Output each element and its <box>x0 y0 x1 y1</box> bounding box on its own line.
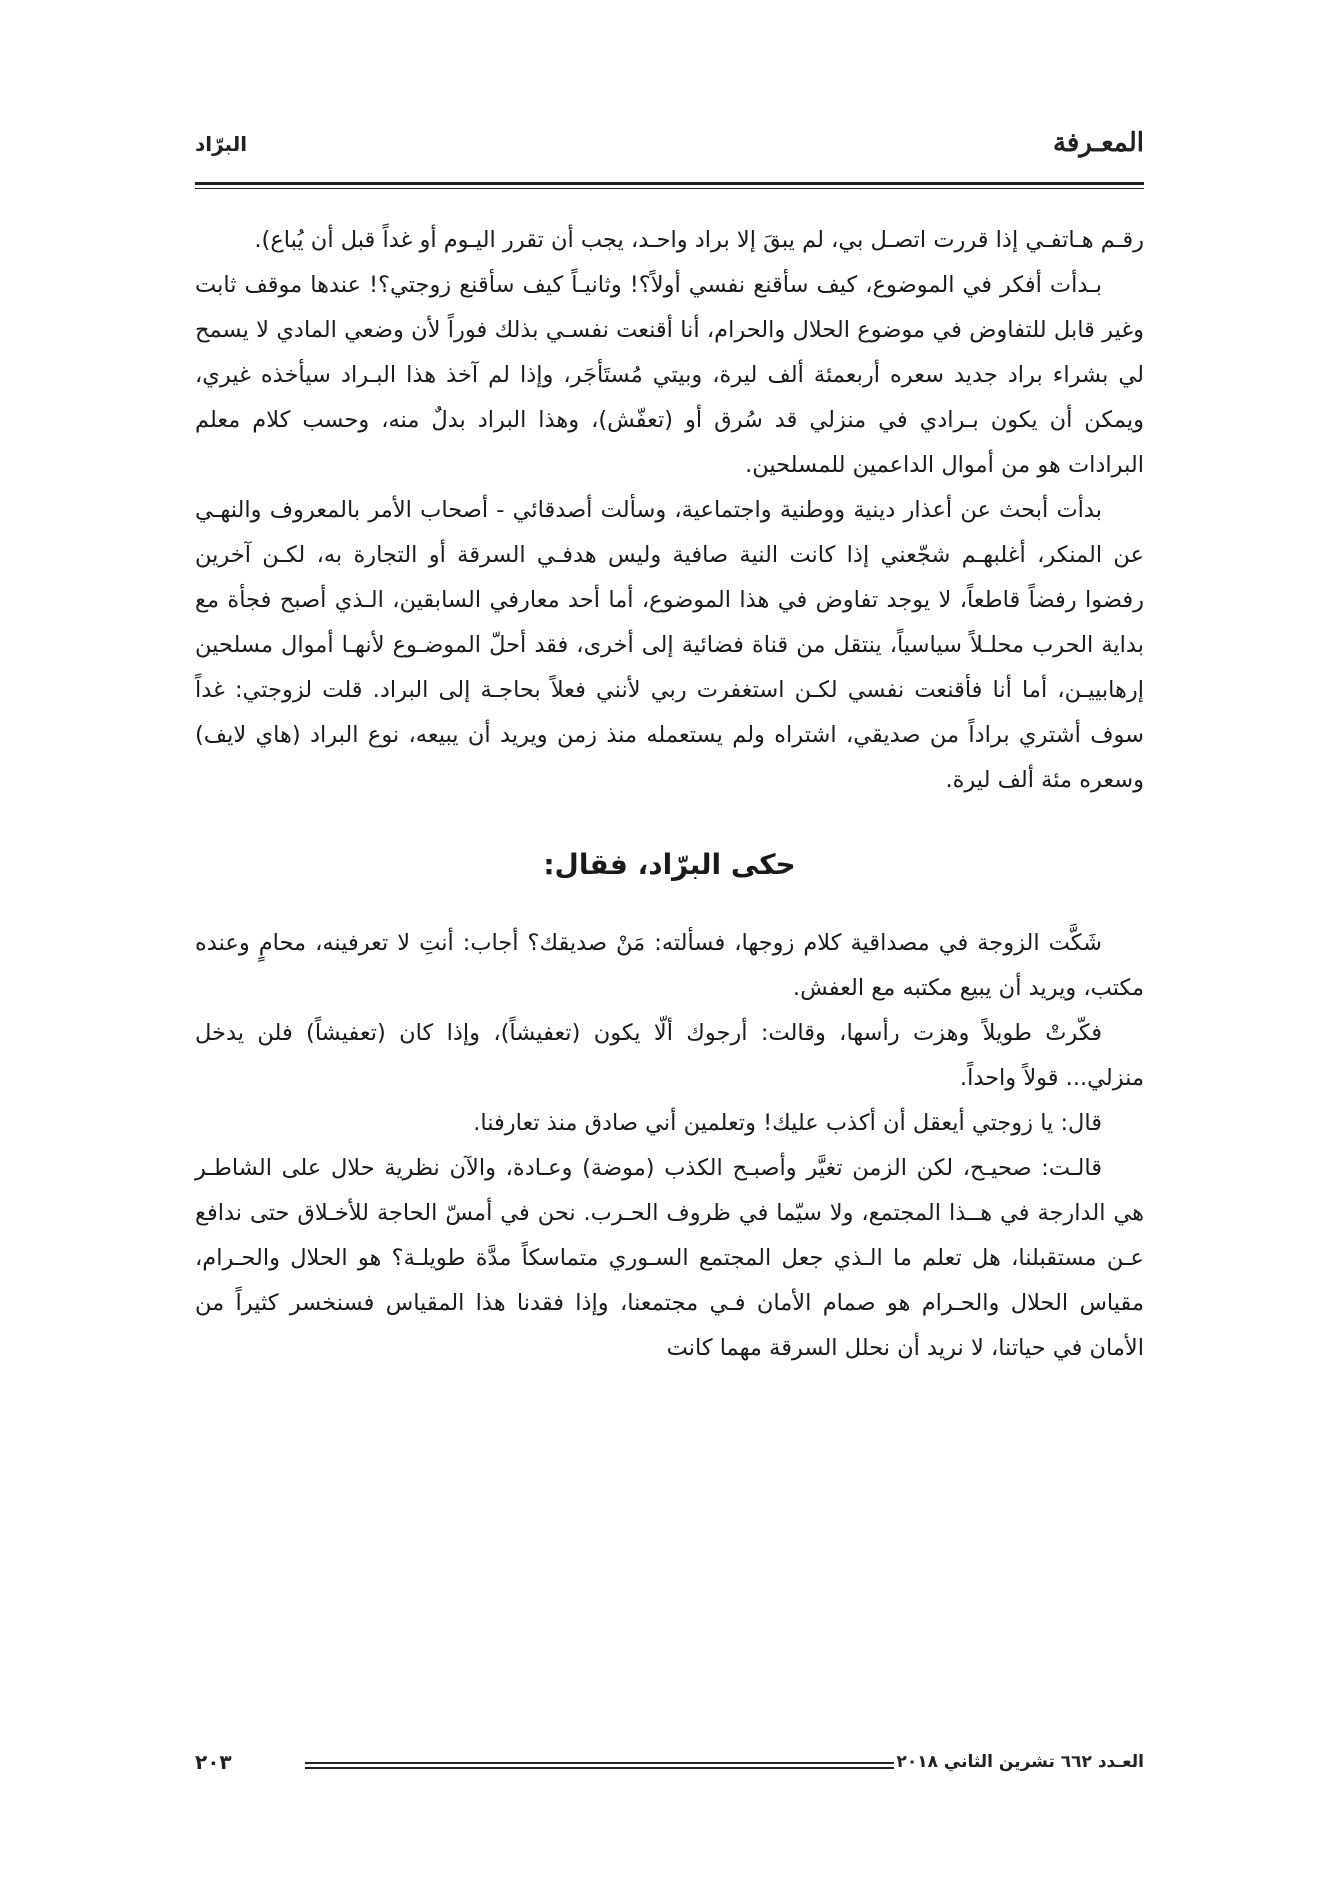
footer-divider <box>305 1762 894 1769</box>
article-body <box>195 218 1144 1371</box>
section-heading: حكى البرّاد، فقال: <box>543 848 796 881</box>
paragraph: فكّرتْ طويلاً وهزت رأسها، وقالت: أرجوك ألّا يكون (تعفيشاً)، وإذا كان (تعفيشاً) فلن يدخل منزلي... قولاً واحداً. <box>195 1020 1144 1091</box>
page-number: ٢٠٣ <box>195 1750 232 1774</box>
issue-info: العـدد ٦٦٢ تشرين الثاني ٢٠١٨ <box>896 1752 1144 1772</box>
paragraph: شَكَّت الزوجة في مصداقية كلام زوجها، فسألته: مَنْ صديقك؟ أجاب: أنتِ لا تعرفينه، محامٍ وعنده مكتب، ويريد أن يبيع مكتبه مع العفش. <box>195 930 1144 1001</box>
paragraph: رقـم هـاتفـي إذا قررت اتصـل بي، لم يبقَ إلا براد واحـد، يجب أن تقرر اليـوم أو غداً قبل أن يُباع). <box>254 227 1144 253</box>
journal-logo: المعـرفة <box>1052 128 1144 158</box>
header-divider <box>195 182 1144 189</box>
running-title: البرّاد <box>195 132 248 156</box>
page-footer <box>195 1752 1144 1782</box>
page-header <box>195 128 1144 168</box>
paragraph: بـدأت أفكر في الموضوع، كيف سأقنع نفسي أولاً؟! وثانيـاً كيف سأقنع زوجتي؟! عندها موقف ثابت وغير قابل للتفاوض في موضوع الحلال والحرام، أنا أقنعت نفسـي بذلك فوراً لأن وضعي المادي لا يسمح لي بشراء براد جديد سعره أربعمئة ألف ليرة، وبيتي مُستَأجَر، وإذا لم آخذ هذا البـراد سيأخذه غيري، ويمكن أن يكون بـرادي في منزلي قد سُرق أو (تعفّش)، وهذا البراد بدلٌ منه، وحسب كلام معلم البرادات هو من أموال الداعمين للمسلحين. <box>195 272 1144 478</box>
paragraph: قال: يا زوجتي أيعقل أن أكذب عليك! وتعلمين أني صادق منذ تعارفنا. <box>473 1110 1102 1136</box>
paragraph: بدأت أبحث عن أعذار دينية ووطنية واجتماعية، وسألت أصدقائي - أصحاب الأمر بالمعروف والنهـي عن المنكر، أغلبهـم شجّعني إذا كانت النية صافية وليس هدفـي السرقة أو التجارة به، لكـن آخرين رفضوا رفضاً قاطعاً، لا يوجد تفاوض في هذا الموضوع، أما أحد معارفي السابقين، الـذي أصبح فجأة مع بداية الحرب محلـلاً سياسياً، ينتقل من قناة فضائية إلى أخرى، فقد أحلّ الموضـوع لأنهـا أموال مسلحين إرهابييـن، أما أنا فأقنعت نفسي لكـن استغفرت ربي لأنني فعلاً بحاجـة إلى البراد. قلت لزوجتي: غداً سوف أشتري براداً من صديقي، اشتراه ولم يستعمله منذ زمن ويريد أن يبيعه، نوع البراد (هاي لايف) وسعره مئة ألف ليرة. <box>195 497 1144 793</box>
paragraph: قالـت: صحيـح، لكن الزمن تغيَّر وأصبـح الكذب (موضة) وعـادة، والآن نظرية حلال على الشاطـر هي الدارجة في هــذا المجتمع، ولا سيّما في ظروف الحـرب. نحن في أمسّ الحاجة للأخـلاق حتى ندافع عـن مستقبلنا، هل تعلم ما الـذي جعل المجتمع السـوري متماسكاً مدَّة طويلـة؟ هو الحلال والحـرام، مقياس الحلال والحـرام هو صمام الأمان فـي مجتمعنا، وإذا فقدنا هذا المقياس فسنخسر كثيراً من الأمان في حياتنا، لا نريد أن نحلل السرقة مهما كانت <box>195 1155 1144 1361</box>
